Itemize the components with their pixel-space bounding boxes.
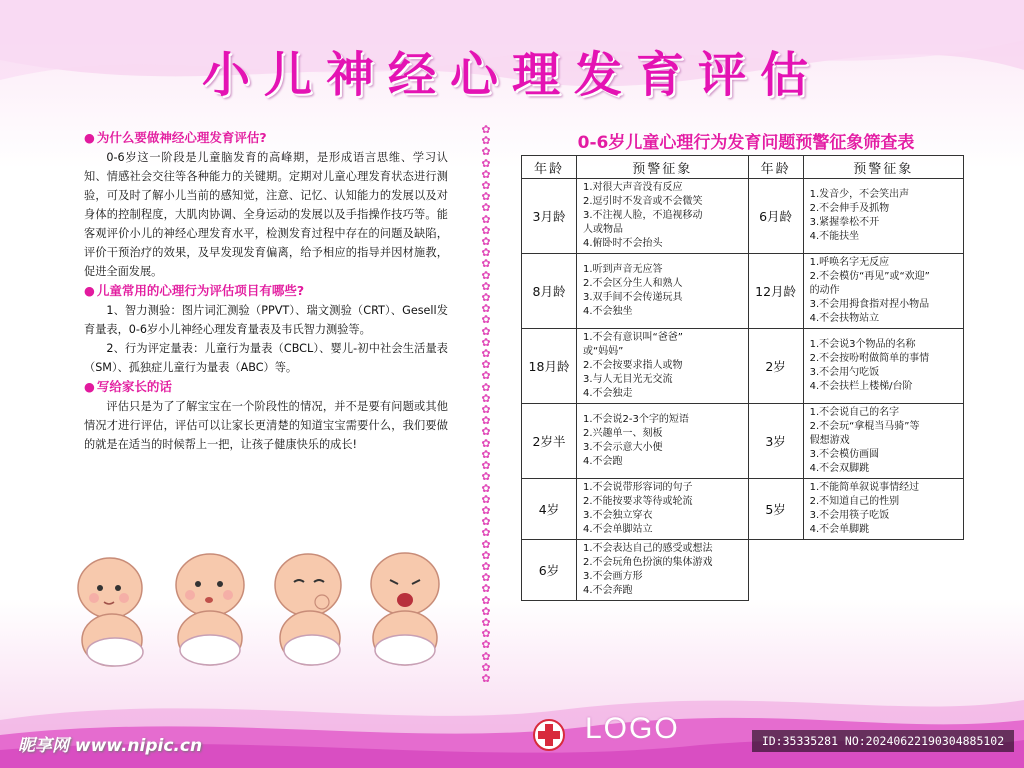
section-paragraph: 0-6岁这一阶段是儿童脑发育的高峰期，是形成语言思维、学习认知、情感社会交往等各种能力的关键期。定期对儿童心理发育状态进行测验，可及时了解小儿当前的感知觉，注意、记忆、认知能力的发展以及对身体的控制程度，大肌肉协调、全身运动的发展以及手指操作技巧等。能客观评价小儿的神经心理发育水平，检测发育过程中存在的问题及缺陷，评价干预治疗的效果，及早发现发育偏离，给予相应的指导并因材施教，促进全面发展。 [84, 151, 448, 278]
sign-line: 2.逗引时不发音或不会微笑 [583, 196, 703, 207]
flower-icon: ✿ [481, 279, 491, 293]
signs-cell [803, 329, 963, 404]
sign-line: 1.不会表达自己的感受或想法 [583, 543, 713, 554]
image-id-bar: ID:35335281 NO:20240622190304885102 [752, 730, 1014, 752]
header-signs: 预警征象 [803, 156, 963, 179]
screening-table [521, 155, 964, 601]
pink-dot-icon: ● [84, 379, 95, 394]
flower-icon: ✿ [481, 369, 491, 383]
sign-line: 1.听到声音无应答 [583, 264, 663, 275]
pink-dot-icon: ● [84, 283, 95, 298]
flower-icon: ✿ [481, 671, 491, 685]
flower-icon: ✿ [481, 481, 491, 495]
sign-line: 2.不会玩“拿棍当马骑”等 [809, 421, 920, 432]
sign-line: 1.不会说自己的名字 [809, 407, 900, 418]
logo-text: LOGO [585, 712, 680, 745]
flower-icon: ✿ [481, 190, 491, 204]
sign-line: 2.不会玩角色扮演的集体游戏 [583, 557, 713, 568]
sign-line: 4.不会独走 [583, 388, 633, 399]
section-paragraph: 1、智力测验：图片词汇测验（PPVT）、瑞文测验（CRT）、Gesell发育量表，0-6岁小儿神经心理发育量表及韦氏智力测验等。 [84, 304, 448, 336]
flower-icon: ✿ [481, 123, 491, 136]
sign-line: 2.不会区分生人和熟人 [583, 278, 683, 289]
section-heading: 为什么要做神经心理发育评估? [96, 130, 267, 145]
age-cell: 2岁半 [522, 404, 577, 479]
flower-icon: ✿ [481, 526, 491, 540]
sign-line: 3.不会独立穿衣 [583, 510, 653, 521]
flower-icon: ✿ [481, 515, 491, 529]
sign-line: 1.呼唤名字无反应 [809, 257, 890, 268]
sign-line: 1.发音少，不会笑出声 [809, 189, 910, 200]
babies-illustration [60, 540, 460, 680]
sign-line: 4.不会跑 [583, 456, 623, 467]
page-title: 小儿神经心理发育评估 [201, 47, 822, 103]
flower-icon: ✿ [481, 436, 491, 450]
age-cell: 6月龄 [748, 179, 803, 254]
flower-icon: ✿ [481, 593, 491, 607]
sign-line: 或“妈妈” [583, 346, 624, 357]
sign-line: 4.俯卧时不会抬头 [583, 238, 663, 249]
flower-icon: ✿ [481, 503, 491, 517]
sign-line: 3.不注视人脸，不追视移动 [583, 210, 703, 221]
table-header-row [522, 156, 964, 179]
signs-cell [577, 329, 749, 404]
flower-icon: ✿ [481, 246, 491, 260]
sign-line: 4.不会单脚跳 [809, 524, 870, 535]
flower-icon: ✿ [481, 403, 491, 417]
flower-icon: ✿ [481, 459, 491, 473]
flower-icon: ✿ [481, 358, 491, 372]
flower-icon: ✿ [481, 291, 491, 305]
sign-line: 4.不会单脚站立 [583, 524, 653, 535]
age-cell: 5岁 [748, 479, 803, 540]
sign-line: 1.不会有意识叫“爸爸” [583, 332, 683, 343]
signs-cell [577, 254, 749, 329]
sign-line: 4.不会双脚跳 [809, 463, 870, 474]
table-title: 0-6岁儿童心理行为发育问题预警征象筛查表 [577, 133, 915, 153]
section-why-assess [84, 128, 448, 281]
sign-line: 4.不会奔跑 [583, 585, 633, 596]
sign-line: 假想游戏 [809, 435, 850, 446]
flower-icon: ✿ [481, 223, 491, 237]
sign-line: 2.不会按吩咐做简单的事情 [809, 353, 930, 364]
flower-icon: ✿ [481, 347, 491, 361]
flower-icon: ✿ [481, 302, 491, 316]
signs-cell [803, 254, 963, 329]
table-row [522, 404, 964, 479]
flower-icon: ✿ [481, 201, 491, 215]
flower-icon: ✿ [481, 380, 491, 394]
flower-icon: ✿ [481, 156, 491, 170]
sign-line: 2.不会伸手及抓物 [809, 203, 890, 214]
sign-line: 2.不会按要求指人或物 [583, 360, 683, 371]
header-signs: 预警征象 [577, 156, 749, 179]
sign-line: 2.兴趣单一、刻板 [583, 428, 663, 439]
age-cell: 18月龄 [522, 329, 577, 404]
age-cell: 8月龄 [522, 254, 577, 329]
sign-line: 4.不会扶物站立 [809, 313, 880, 324]
table-row [522, 179, 964, 254]
sign-line: 3.不会模仿画圆 [809, 449, 880, 460]
flower-divider [479, 124, 493, 684]
flower-icon: ✿ [481, 660, 491, 674]
baby-icon [275, 554, 341, 665]
age-cell: 6岁 [522, 540, 577, 601]
cross-logo-icon [532, 718, 566, 752]
flower-icon: ✿ [481, 604, 491, 618]
flower-icon: ✿ [481, 638, 491, 652]
flower-icon: ✿ [481, 492, 491, 506]
flower-icon: ✿ [481, 649, 491, 663]
section-heading: 写给家长的话 [96, 379, 172, 394]
signs-cell [803, 404, 963, 479]
baby-icon [176, 554, 244, 665]
section-heading: 儿童常用的心理行为评估项目有哪些? [96, 283, 305, 298]
sign-line: 的动作 [809, 285, 840, 296]
watermark-text: 昵享网 www.nipic.cn [18, 736, 203, 756]
sign-line: 4.不会独坐 [583, 306, 633, 317]
sign-line: 3.紧握拳松不开 [809, 217, 880, 228]
sign-line: 3.不会用勺吃饭 [809, 367, 880, 378]
intro-text-column [84, 128, 448, 454]
section-assessment-items [84, 281, 448, 377]
header-age: 年龄 [522, 156, 577, 179]
section-paragraph: 2、行为评定量表：儿童行为量表（CBCL）、婴儿-初中社会生活量表（SM）、孤独症儿童行为量表（ABC）等。 [84, 342, 448, 374]
flower-icon: ✿ [481, 559, 491, 573]
sign-line: 1.不会说2-3个字的短语 [583, 414, 689, 425]
sign-line: 1.不会说带形容词的句子 [583, 482, 693, 493]
table-row [522, 329, 964, 404]
signs-cell [803, 479, 963, 540]
sign-line: 3.不会用筷子吃饭 [809, 510, 890, 521]
flower-icon: ✿ [481, 470, 491, 484]
age-cell: 3月龄 [522, 179, 577, 254]
flower-icon: ✿ [481, 425, 491, 439]
signs-cell [803, 179, 963, 254]
flower-icon: ✿ [481, 571, 491, 585]
baby-icon [78, 558, 143, 666]
empty-cell [748, 540, 963, 601]
signs-cell [577, 540, 749, 601]
flower-icon: ✿ [481, 391, 491, 405]
flower-icon: ✿ [481, 313, 491, 327]
section-paragraph: 评估只是为了了解宝宝在一个阶段性的情况，并不是要有问题或其他情况才进行评估，评估可以让家长更清楚的知道宝宝需要什么，我们要做的就是在适当的时候帮上一把，让孩子健康快乐的成长! [84, 400, 448, 451]
sign-line: 1.不会说3个物品的名称 [809, 339, 916, 350]
sign-line: 2.不知道自己的性别 [809, 496, 900, 507]
flower-icon: ✿ [481, 268, 491, 282]
signs-cell [577, 179, 749, 254]
sign-line: 3.不会用拇食指对捏小物品 [809, 299, 930, 310]
flower-icon: ✿ [481, 167, 491, 181]
sign-line: 3.不会画方形 [583, 571, 643, 582]
age-cell: 4岁 [522, 479, 577, 540]
age-cell: 2岁 [748, 329, 803, 404]
flower-icon: ✿ [481, 324, 491, 338]
flower-icon: ✿ [481, 537, 491, 551]
age-cell: 3岁 [748, 404, 803, 479]
flower-icon: ✿ [481, 235, 491, 249]
flower-icon: ✿ [481, 212, 491, 226]
flower-icon: ✿ [481, 582, 491, 596]
pink-dot-icon: ● [84, 130, 95, 145]
sign-line: 人或物品 [583, 224, 623, 235]
sign-line: 4.不会扶栏上楼梯/台阶 [809, 381, 913, 392]
sign-line: 1.不能简单叙说事情经过 [809, 482, 920, 493]
flower-icon: ✿ [481, 145, 491, 159]
flower-icon: ✿ [481, 627, 491, 641]
sign-line: 2.不会模仿“再见”或“欢迎” [809, 271, 930, 282]
flower-icon: ✿ [481, 257, 491, 271]
header-age: 年龄 [748, 156, 803, 179]
sign-line: 1.对很大声音没有反应 [583, 182, 683, 193]
table-row [522, 479, 964, 540]
flower-icon: ✿ [481, 447, 491, 461]
sign-line: 3.与人无目光无交流 [583, 374, 673, 385]
signs-cell [577, 479, 749, 540]
sign-line: 2.不能按要求等待或轮流 [583, 496, 693, 507]
flower-icon: ✿ [481, 335, 491, 349]
bottom-wave-decoration [0, 690, 1024, 768]
flower-icon: ✿ [481, 615, 491, 629]
flower-icon: ✿ [481, 179, 491, 193]
age-cell: 12月龄 [748, 254, 803, 329]
sign-line: 3.不会示意大小便 [583, 442, 663, 453]
table-row [522, 254, 964, 329]
signs-cell [577, 404, 749, 479]
section-to-parents [84, 377, 448, 454]
baby-icon [371, 553, 439, 665]
sign-line: 4.不能扶坐 [809, 231, 860, 242]
table-row [522, 540, 964, 601]
flower-icon: ✿ [481, 134, 491, 148]
sign-line: 3.双手间不会传递玩具 [583, 292, 683, 303]
flower-icon: ✿ [481, 414, 491, 428]
flower-icon: ✿ [481, 548, 491, 562]
